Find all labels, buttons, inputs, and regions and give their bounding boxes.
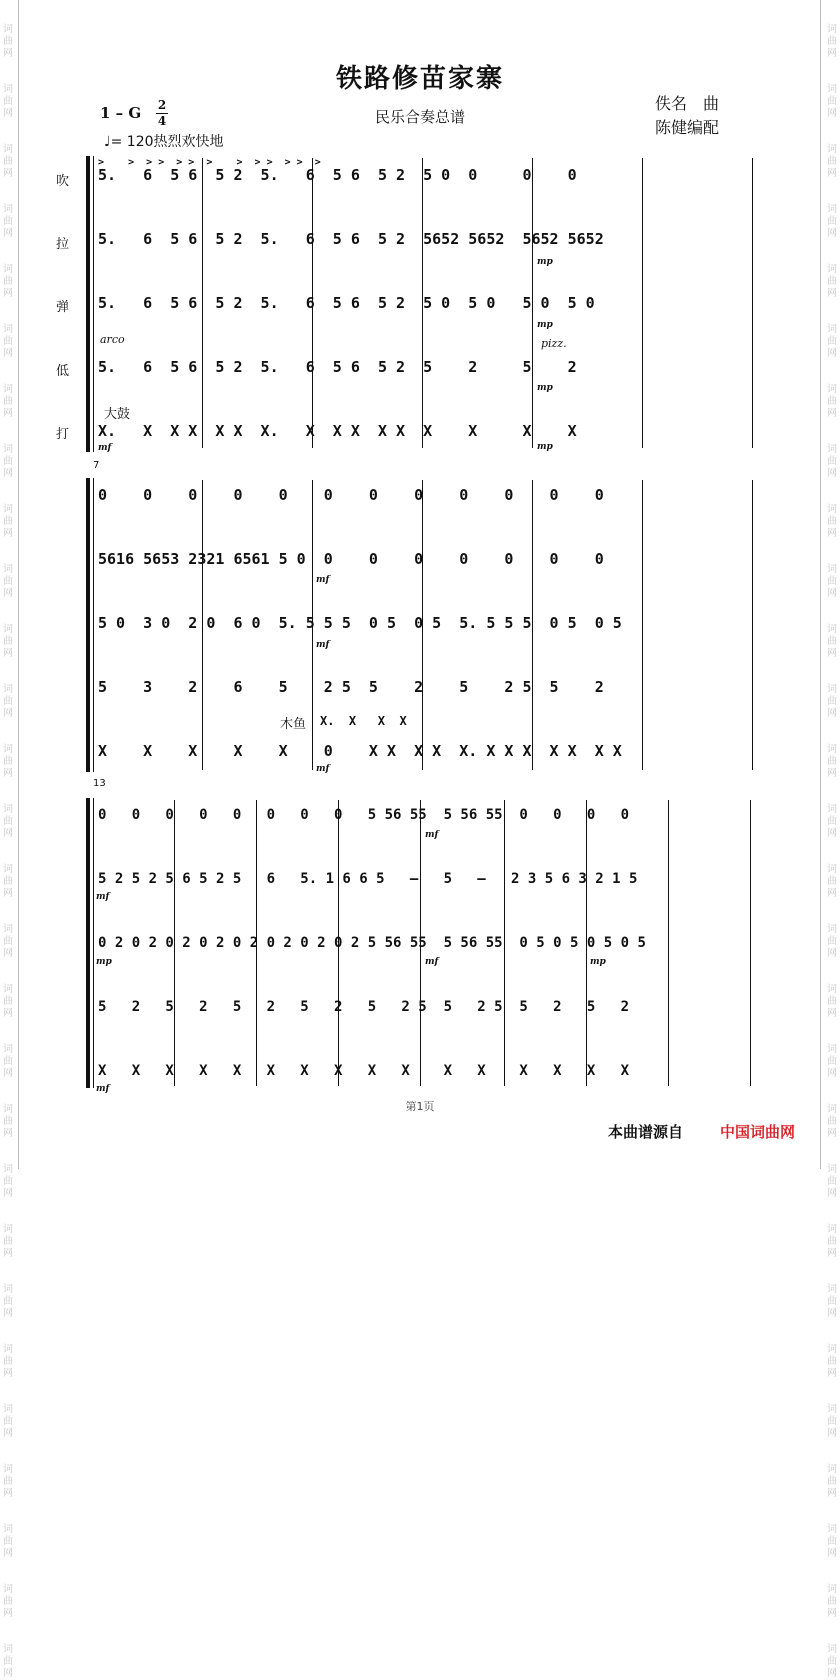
watermark-text: 词 曲 网 [3, 1164, 13, 1199]
key-signature: 1 – G [100, 104, 142, 122]
source-site-link[interactable]: 中国词曲网 [720, 1123, 796, 1141]
watermark-text: 词 曲 网 [3, 1284, 13, 1319]
watermark-text: 词 曲 网 [3, 1464, 13, 1499]
system3-barline [750, 800, 751, 1086]
watermark-text: 词 曲 网 [3, 924, 13, 959]
system1-accents: > > > > > > > > > > > > > [98, 157, 321, 168]
measure-number: 13 [93, 778, 106, 789]
dynamic-mp: mp [537, 383, 553, 393]
bass-drum-label: 大鼓 [104, 407, 131, 422]
watermark-text: 词 曲 网 [3, 1524, 13, 1559]
system2-barline [752, 480, 753, 770]
system1-barline [752, 158, 753, 448]
watermark-text: 词 曲 网 [3, 1344, 13, 1379]
system2-barline [642, 480, 643, 770]
watermark-text: 词 曲 网 [3, 804, 13, 839]
left-watermark-strip [0, 0, 16, 1679]
system2-woodfish-row: X. X X X [320, 714, 407, 728]
woodfish-label: 木鱼 [280, 717, 307, 732]
system1-row-percussion: X. X X X X X X. X X X X X X X X X [98, 422, 577, 440]
time-signature-bottom: 4 [157, 114, 167, 128]
watermark-text: 词 曲 网 [827, 924, 837, 959]
watermark-text: 词 曲 网 [3, 1104, 13, 1139]
left-margin-line [18, 0, 19, 1169]
dynamic-mf: mf [425, 830, 439, 840]
system2-row-bowed: 5616 5653 2321 6561 5 0 0 0 0 0 0 0 0 [98, 550, 604, 568]
right-margin-line [820, 0, 821, 1169]
system3-barline [668, 800, 669, 1086]
arranger-credit: 陈健编配 [655, 118, 720, 137]
watermark-text: 词 曲 网 [827, 1584, 837, 1619]
watermark-text: 词 曲 网 [827, 444, 837, 479]
score-subtitle: 民乐合奏总谱 [374, 108, 465, 126]
instrument-label-wind: 吹 [56, 174, 70, 189]
dynamic-mp: mp [537, 442, 553, 452]
watermark-text: 词 曲 网 [827, 204, 837, 239]
watermark-text: 词 曲 网 [827, 24, 837, 59]
watermark-text: 词 曲 网 [827, 1644, 837, 1679]
watermark-text: 词 曲 网 [3, 1404, 13, 1439]
watermark-text: 词 曲 网 [827, 1044, 837, 1079]
watermark-text: 词 曲 网 [3, 564, 13, 599]
watermark-text: 词 曲 网 [827, 384, 837, 419]
watermark-text: 词 曲 网 [827, 984, 837, 1019]
watermark-text: 词 曲 网 [827, 1524, 837, 1559]
instrument-label-plucked: 弹 [56, 300, 70, 315]
dynamic-mf: mf [316, 764, 330, 774]
watermark-text: 词 曲 网 [3, 864, 13, 899]
watermark-text: 词 曲 网 [827, 804, 837, 839]
arco-marking: arco [100, 333, 125, 346]
system3-line [93, 798, 94, 1088]
system1-row-bowed: 5. 6 5 6 5 2 5. 6 5 6 5 2 5652 5652 5652 5652 [98, 230, 604, 248]
system2-row-plucked: 5 0 3 0 2 0 6 0 5. 5 5 5 0 5 0 5 5. 5 5 5 0 5 0 5 [98, 614, 622, 632]
watermark-text: 词 曲 网 [3, 324, 13, 359]
watermark-text: 词 曲 网 [3, 1044, 13, 1079]
dynamic-mf: mf [96, 1084, 110, 1094]
watermark-text: 词 曲 网 [3, 24, 13, 59]
score-title: 铁路修苗家寨 [335, 64, 504, 94]
right-watermark-strip [824, 0, 840, 1679]
watermark-text: 词 曲 网 [3, 1224, 13, 1259]
watermark-text: 词 曲 网 [3, 984, 13, 1019]
dynamic-mp: mp [96, 957, 112, 967]
dynamic-mf: mf [425, 957, 439, 967]
system2-row-wind: 0 0 0 0 0 0 0 0 0 0 0 0 [98, 486, 604, 504]
watermark-text: 词 曲 网 [827, 1104, 837, 1139]
page-number: 第1页 [405, 1100, 435, 1113]
system2-row-percussion: X X X X X 0 X X X X X. X X X X X X X [98, 742, 622, 760]
system1-row-bass: 5. 6 5 6 5 2 5. 6 5 6 5 2 5 2 5 2 [98, 358, 577, 376]
system1-line [93, 156, 94, 452]
dynamic-mp: mp [537, 257, 553, 267]
watermark-text: 词 曲 网 [827, 1164, 837, 1199]
composer-block [655, 92, 719, 140]
source-label: 本曲谱源自 [608, 1123, 684, 1141]
watermark-text: 词 曲 网 [3, 1584, 13, 1619]
system3-row-percussion: X X X X X X X X X X X X X X X X [98, 1063, 630, 1079]
pizz-marking: pizz. [541, 337, 567, 350]
system2-bracket [86, 478, 90, 772]
watermark-text: 词 曲 网 [3, 684, 13, 719]
watermark-text: 词 曲 网 [827, 624, 837, 659]
system3-row-bowed: 5 2 5 2 5 6 5 2 5 6 5. 1 6 6 5 – 5 – 2 3 5 6 3 2 1 5 [98, 871, 638, 887]
watermark-text: 词 曲 网 [827, 504, 837, 539]
dynamic-mf: mf [316, 640, 330, 650]
watermark-text: 词 曲 网 [3, 264, 13, 299]
system1-row-wind: 5. 6 5 6 5 2 5. 6 5 6 5 2 5 0 0 0 0 [98, 166, 577, 184]
watermark-text: 词 曲 网 [3, 744, 13, 779]
watermark-text: 词 曲 网 [827, 144, 837, 179]
dynamic-mf: mf [98, 443, 112, 453]
dynamic-mp: mp [590, 957, 606, 967]
watermark-text: 词 曲 网 [827, 84, 837, 119]
watermark-text: 词 曲 网 [827, 1224, 837, 1259]
system1-bracket [86, 156, 90, 452]
watermark-text: 词 曲 网 [3, 204, 13, 239]
watermark-text: 词 曲 网 [3, 84, 13, 119]
watermark-text: 词 曲 网 [3, 504, 13, 539]
system2-row-bass: 5 3 2 6 5 2 5 5 2 5 2 5 5 2 [98, 678, 604, 696]
system3-bracket [86, 798, 90, 1088]
system3-row-wind: 0 0 0 0 0 0 0 0 5 56 55 5 56 55 0 0 0 0 [98, 807, 630, 823]
watermark-text: 词 曲 网 [827, 684, 837, 719]
watermark-text: 词 曲 网 [827, 564, 837, 599]
watermark-text: 词 曲 网 [3, 384, 13, 419]
dynamic-mp: mp [537, 320, 553, 330]
watermark-text: 词 曲 网 [827, 1404, 837, 1439]
composer-credit: 佚名 曲 [655, 94, 720, 113]
time-signature-top: 2 [157, 98, 167, 112]
watermark-text: 词 曲 网 [827, 264, 837, 299]
tempo-marking: ♩= 120热烈欢快地 [104, 134, 224, 150]
watermark-text: 词 曲 网 [827, 864, 837, 899]
watermark-text: 词 曲 网 [3, 1644, 13, 1679]
system1-row-plucked: 5. 6 5 6 5 2 5. 6 5 6 5 2 5 0 5 0 5 0 5 0 [98, 294, 595, 312]
watermark-text: 词 曲 网 [827, 1344, 837, 1379]
watermark-text: 词 曲 网 [827, 1284, 837, 1319]
watermark-text: 词 曲 网 [827, 324, 837, 359]
time-signature [156, 99, 168, 128]
dynamic-mf: mf [316, 575, 330, 585]
measure-number: 7 [93, 460, 100, 471]
instrument-label-percussion: 打 [56, 427, 70, 442]
system3-row-plucked: 0 2 0 2 0 2 0 2 0 2 0 2 0 2 0 2 5 56 55 5 56 55 0 5 0 5 0 5 0 5 [98, 935, 646, 951]
system2-line [93, 478, 94, 772]
system1-barline [642, 158, 643, 448]
watermark-text: 词 曲 网 [827, 744, 837, 779]
watermark-text: 词 曲 网 [827, 1464, 837, 1499]
watermark-text: 词 曲 网 [3, 144, 13, 179]
dynamic-mf: mf [96, 892, 110, 902]
instrument-label-bass: 低 [56, 364, 70, 379]
watermark-text: 词 曲 网 [3, 444, 13, 479]
instrument-label-bowed: 拉 [56, 237, 70, 252]
system3-row-bass: 5 2 5 2 5 2 5 2 5 2 5 5 2 5 5 2 5 2 [98, 999, 630, 1015]
watermark-text: 词 曲 网 [3, 624, 13, 659]
